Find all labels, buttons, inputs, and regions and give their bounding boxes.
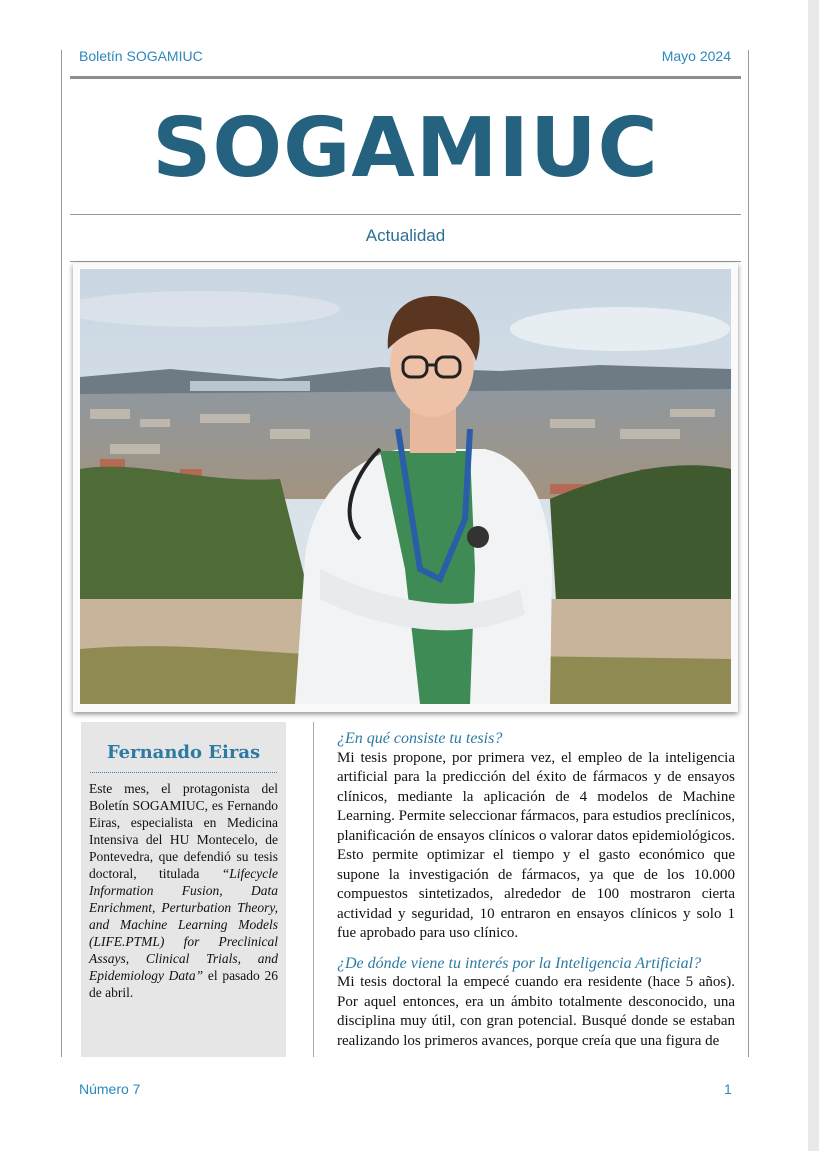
column-divider [313,722,314,1057]
page-edge-shadow [808,0,819,1151]
answer-1: Mi tesis propone, por primera vez, el empleo de la inteligencia artificial para la predicción del éxito de fármacos y de ensayos clínicos, mediante la aplicación de 4 modelos de Machine Learning. Permite seleccionar fármacos, para estudios preclínicos, planificación de ensayos clínicos o valorar datos epidemiológicos. Esto permite optimizar el tiempo y el gasto económico que supone la investigación de fármacos, ya que de los 10.000 compuestos sintetizados, alrededor de 100 mostraron cierta actividad y seguridad, 10 entraron en ensayos clínicos y solo 1 fue aprobado para uso clínico. [337,749,735,941]
profile-sidebar [81,722,286,1057]
profile-bio-outro: el pasado 26 de abril. [89,968,278,1000]
profile-divider [90,772,277,773]
masthead-title: SOGAMIUC [152,101,659,196]
page-number: 1 [724,1081,732,1097]
question-2: ¿De dónde viene tu interés por la Inteligencia Artificial? [337,954,702,972]
question-1: ¿En qué consiste tu tesis? [337,730,503,747]
section-rule [70,261,741,262]
answer-2: Mi tesis doctoral la empecé cuando era residente (hace 5 años). Por aquel entonces, era un ámbito totalmente desconocido, una disciplina muy útil, con gran potencial. Busqué donde se estaban realizando los primeros avances, porque creía que una figura de [337,974,735,1049]
profile-name: Fernando Eiras [106,742,261,763]
header-newsletter-name: Boletín SOGAMIUC [79,48,203,64]
section-title: Actualidad [365,226,446,245]
profile-bio [89,780,278,1001]
page-left-border [61,50,62,1057]
masthead-rule [70,214,741,215]
header-rule [70,76,741,79]
interview-article [337,729,735,1057]
page-right-border [748,50,749,1057]
portrait-photo [80,269,731,704]
header-date: Mayo 2024 [661,48,731,64]
issue-number: Número 7 [79,1081,141,1097]
thesis-title: “Lifecycle Information Fusion, Data Enrichment, Perturbation Theory, and Machine Learning Models (LIFE.PTML) for Preclinical Assays, Clinical Trials, and Epidemiology Data” [89,866,278,983]
profile-bio-intro: Este mes, el protagonista del Boletín SOGAMIUC, es Fernando Eiras, especialista en Medicina Intensiva del HU Montecelo, de Pontevedra, que defendió su tesis doctoral, titulada [89,781,278,881]
